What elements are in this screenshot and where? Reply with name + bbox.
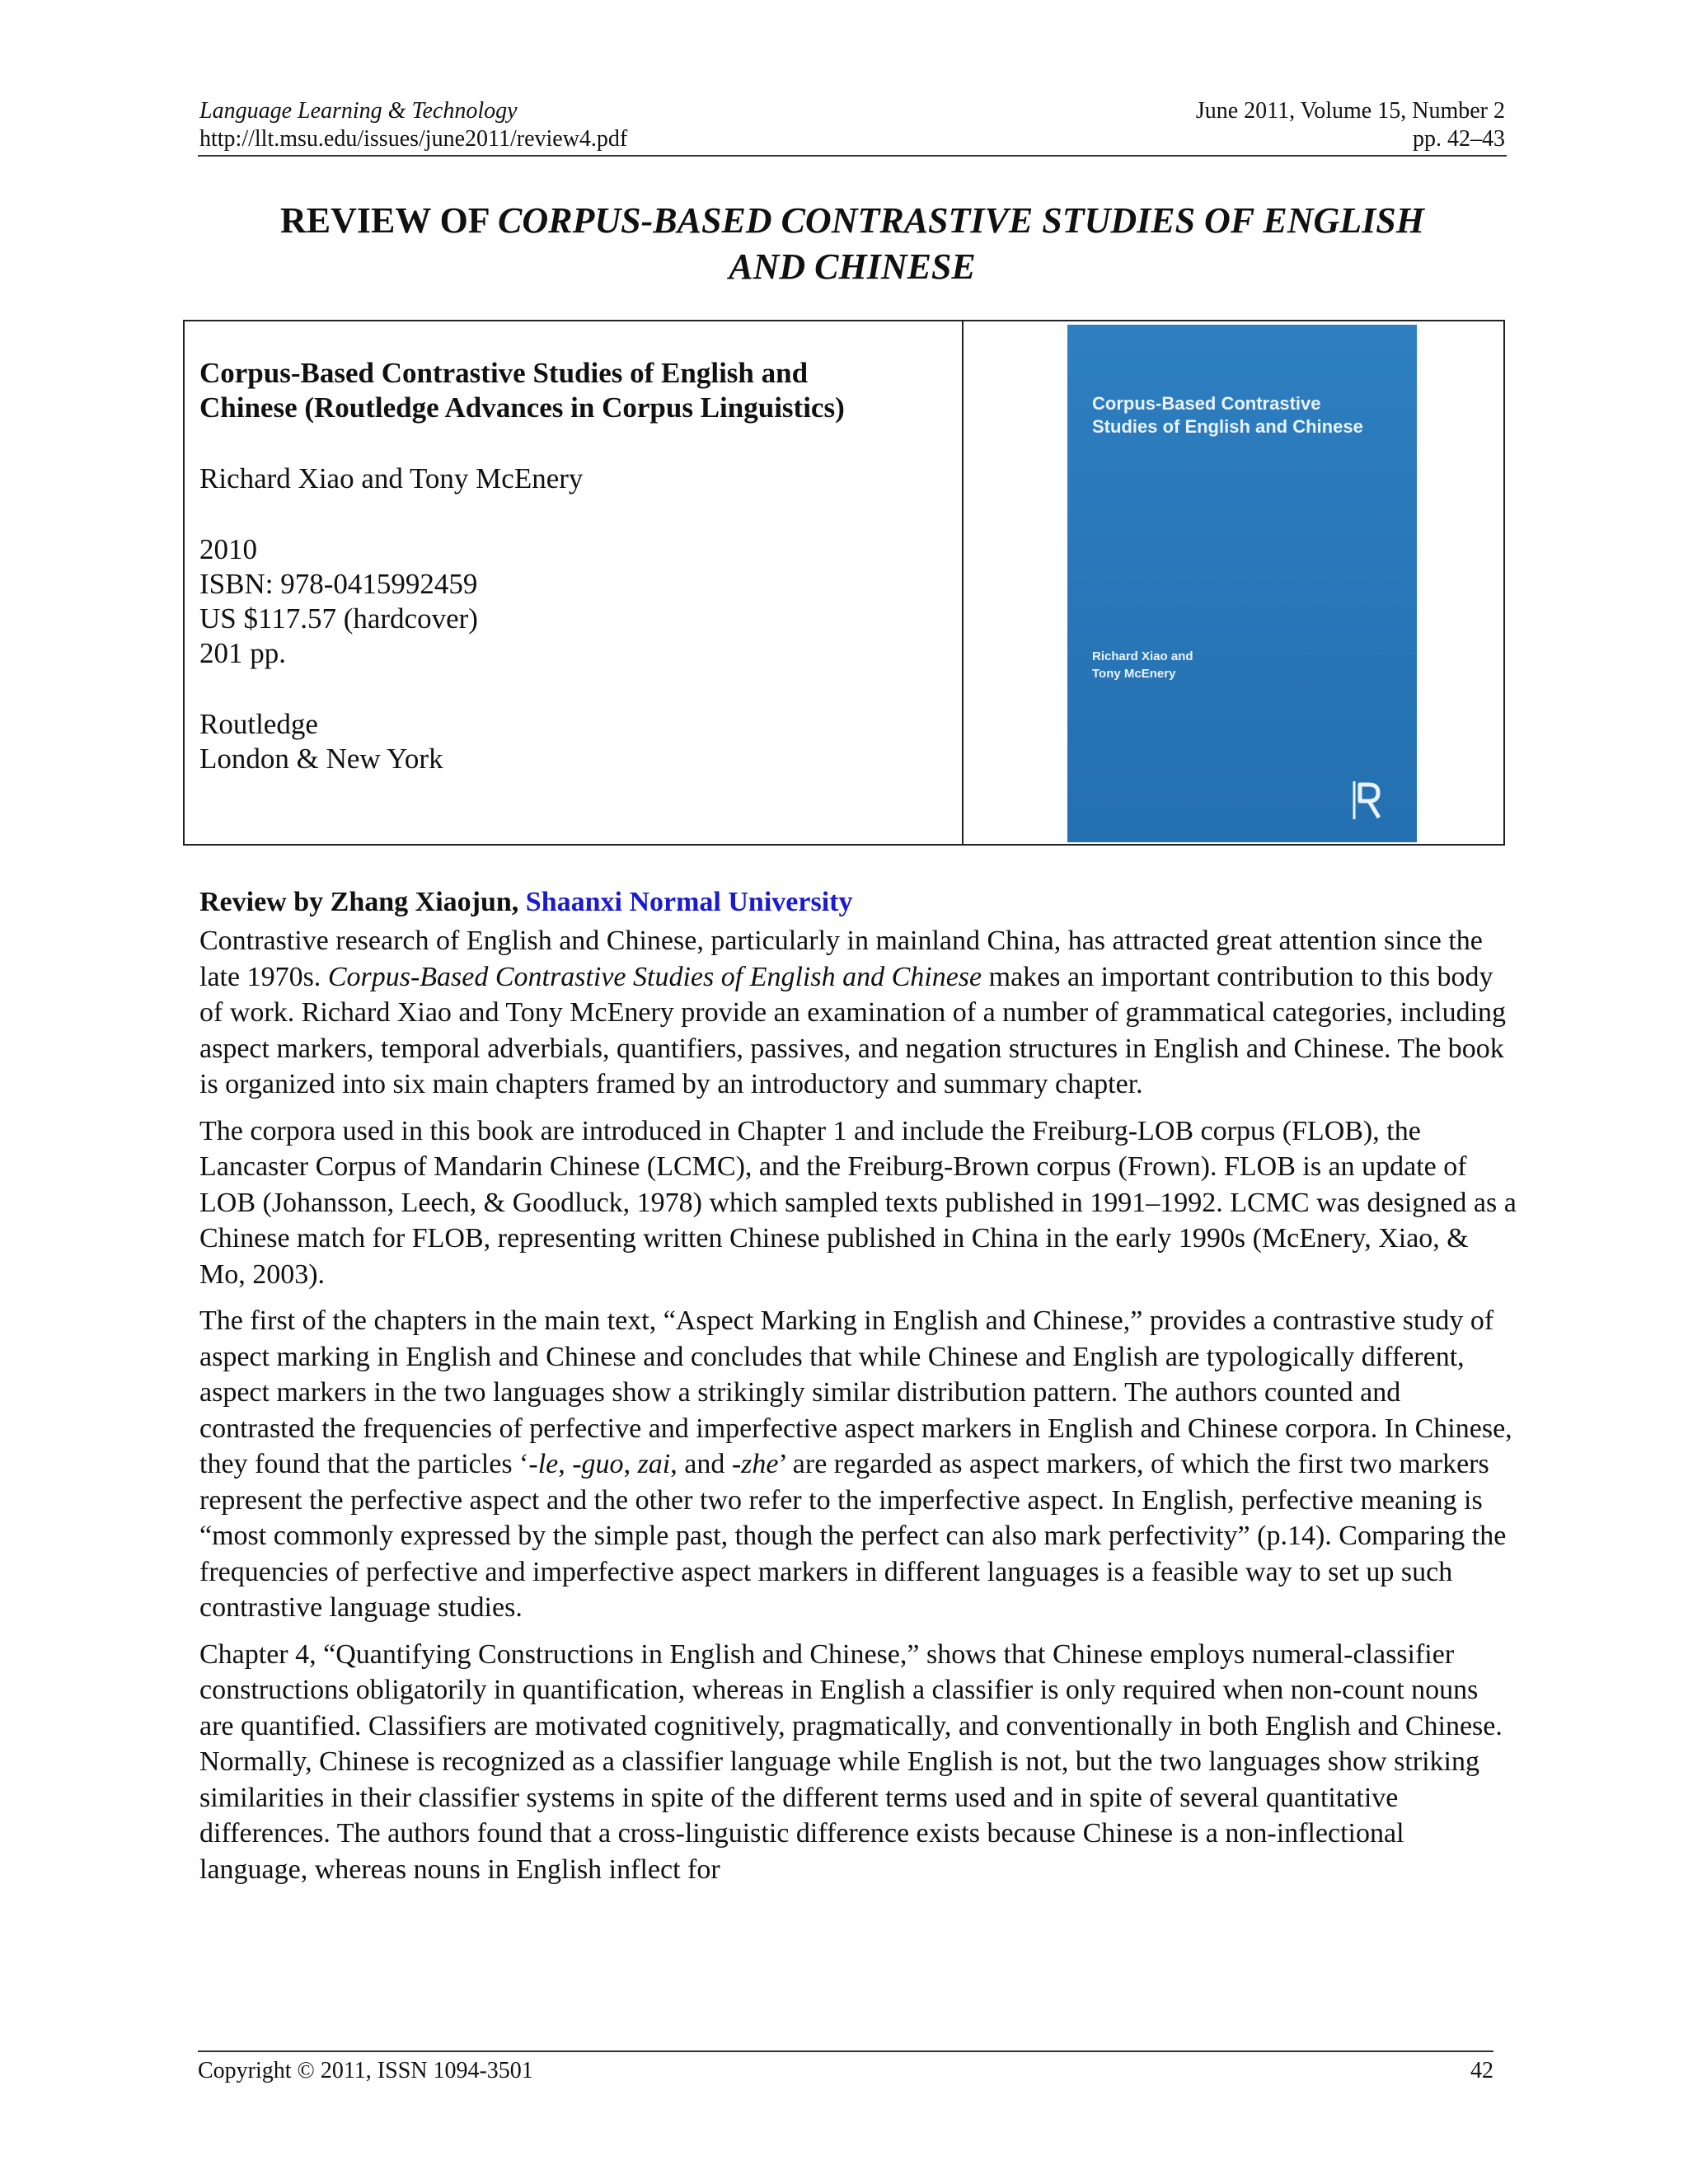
p3-particle-le: -le [528,1449,559,1479]
running-header [198,97,1507,157]
book-authors-block [199,462,941,496]
book-year: 2010 [199,533,257,565]
paragraph-3 [199,1303,1518,1626]
reviewer-name: Review by Zhang Xiaojun, [199,887,526,917]
paragraph-2: The corpora used in this book are introduced in Chapter 1 and include the Freiburg-LOB corpus (FLOB), the Lancaster Corpus of Mandarin Chinese (LCMC), and the Freiburg-Brown corpus (Frown). FLOB is an update of LOB (Johansson, Leech, & Goodluck, 1978) which sampled texts published in 1991–1992. LCMC was designed as a Chinese match for FLOB, representing written Chinese published in China in the early 1990s (McEnery, Xiao, & Mo, 2003). [199,1115,1517,1290]
p3-text-b: ’ are regarded as aspect markers, of which the first two markers represent the perfective aspect and the other two refer to the imperfective aspect. In English, perfective meaning is “most commonly expressed by the simple past, though the perfect can also mark perfectivity” (p.14). Comparing the frequencies of perfective and imperfective aspect markers in different languages is a feasible way to set up such contrastive language studies. [199,1449,1507,1623]
p3-sep-2: , [623,1449,638,1479]
p1-text-a: Contrastive research of English and Chinese, particularly in mainland China, has attracted great attention since the late 1970s. [199,926,1483,992]
p3-text-a: The first of the chapters in the main text, “Aspect Marking in English and Chinese,” provides a contrastive study of aspect marking in English and Chinese and concludes that while Chinese and English are typologically different, aspect markers in the two languages show a strikingly similar distribution pattern. The authors counted and contrasted the frequencies of perfective and imperfective aspect markers in English and Chinese corpora. In Chinese, they found that the particles ‘ [199,1305,1512,1479]
article-url[interactable]: http://llt.msu.edu/issues/june2011/review4.pdf [199,126,628,152]
book-details [199,356,941,813]
journal-name: Language Learning & Technology [199,98,518,124]
cover-title-line2: Studies of English and Chinese [1092,416,1363,437]
cover-authors [1092,648,1339,682]
book-cover-image [1067,325,1417,842]
footer-copyright: Copyright © 2011, ISSN 1094-3501 [198,2058,533,2083]
book-authors: Richard Xiao and Tony McEnery [199,462,584,494]
title-prefix: REVIEW OF [280,200,499,241]
reviewer-affiliation[interactable]: Shaanxi Normal University [525,887,853,917]
p3-particle-zhe: -zhe [731,1449,779,1479]
header-right [1196,97,1505,153]
cover-title-line1: Corpus-Based Contrastive [1092,393,1321,414]
cover-title [1092,392,1405,438]
footer-page-number: 42 [1470,2058,1493,2083]
p3-particle-guo: -guo [572,1449,624,1479]
book-pub-details [199,532,941,671]
page-footer [198,2050,1493,2085]
routledge-logo-icon [1351,780,1384,821]
book-info-table [183,320,1505,846]
header-left [199,97,627,153]
page-range: pp. 42–43 [1413,126,1505,152]
book-title-line1: Corpus-Based Contrastive Studies of English and [199,357,809,389]
book-title [199,356,941,425]
book-isbn: ISBN: 978-0415992459 [199,568,478,600]
p1-text-c: makes an important contribution to this body of work. Richard Xiao and Tony McEnery provide an examination of a number of grammatical categories, including aspect markers, temporal adverbials, quantifiers, passives, and negation structures in English and Chinese. The book is organized into six main chapters framed by an introductory and summary chapter. [199,961,1507,1099]
book-title-line2: Chinese (Routledge Advances in Corpus Linguistics) [199,391,845,424]
book-price: US $117.57 (hardcover) [199,602,478,635]
p3-sep-3: , and [670,1449,732,1479]
table-divider [962,321,964,844]
paragraph-4: Chapter 4, “Quantifying Constructions in English and Chinese,” shows that Chinese employs numeral-classifier constructions obligatorily in quantification, whereas in English a classifier is only required when non-count nouns are quantified. Classifiers are motivated cognitively, pragmatically, and conventionally in both English and Chinese. Normally, Chinese is recognized as a classifier language while English is not, but the two languages show striking similarities in their classifier systems in spite of the different terms used and in spite of several quantitative differences. The authors found that a cross-linguistic difference exists because Chinese is a non-inflectional language, whereas nouns in English inflect for [199,1638,1503,1885]
page-title [198,198,1507,290]
p3-particle-zai: zai [637,1449,671,1479]
book-publisher-block [199,707,941,776]
book-location: London & New York [199,743,443,775]
issue-info: June 2011, Volume 15, Number 2 [1195,98,1505,124]
p3-sep-1: , [558,1449,573,1479]
p1-book-title: Corpus-Based Contrastive Studies of English and Chinese [327,961,982,992]
review-body [199,882,1518,1898]
book-pages: 201 pp. [199,637,286,669]
title-book-line2: AND CHINESE [729,246,976,287]
title-book-line1: CORPUS-BASED CONTRASTIVE STUDIES OF ENGLISH [498,200,1424,241]
paragraph-1 [199,923,1518,1103]
cover-author-line2: Tony McEnery [1092,667,1176,681]
book-publisher: Routledge [199,708,318,740]
reviewer-byline [199,882,1518,923]
cover-author-line1: Richard Xiao and [1092,649,1193,663]
